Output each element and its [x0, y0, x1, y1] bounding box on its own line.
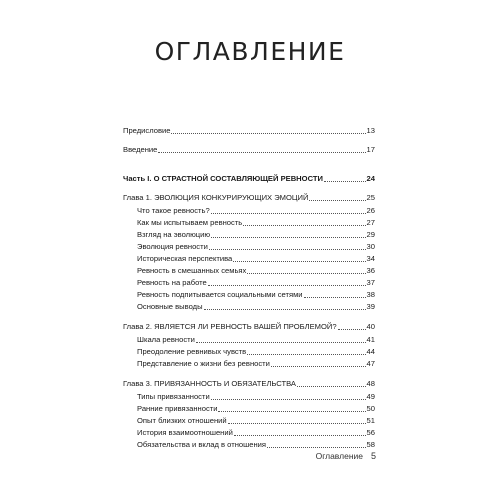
toc-entry-label: Опыт близких отношений [137, 416, 227, 425]
toc-entry-page: 50 [366, 404, 375, 413]
toc-entry-label: Глава 2. ЯВЛЯЕТСЯ ЛИ РЕВНОСТЬ ВАШЕЙ ПРОБЛЕМОЙ? [123, 322, 337, 331]
toc-part-1[interactable] [123, 170, 375, 183]
toc-entry-label: Ранние привязанности [137, 404, 218, 413]
toc-entry-page: 44 [366, 347, 375, 356]
toc-entry-page: 34 [366, 254, 375, 263]
toc-entry-label: История взаимоотношений [137, 428, 233, 437]
leader-dots [297, 386, 366, 387]
leader-dots [204, 309, 366, 310]
toc-chapter-1[interactable] [123, 189, 375, 202]
toc-entry-label: Введение [123, 145, 158, 154]
toc-entry-page: 49 [366, 392, 375, 401]
toc-entry-page: 13 [366, 126, 375, 135]
toc-entry-label: Часть I. О СТРАСТНОЙ СОСТАВЛЯЮЩЕЙ РЕВНОСТИ [123, 174, 323, 183]
toc-entry-label: Как мы испытываем ревность [137, 218, 243, 227]
toc-entry-label: Глава 1. ЭВОЛЮЦИЯ КОНКУРИРУЮЩИХ ЭМОЦИЙ [123, 193, 309, 202]
toc-entry-label: Глава 3. ПРИВЯЗАННОСТЬ И ОБЯЗАТЕЛЬСТВА [123, 379, 296, 388]
toc-entry-page: 38 [366, 290, 375, 299]
toc-entry-label: Ревность в смешанных семьях [137, 266, 247, 275]
toc-section[interactable] [137, 436, 375, 449]
toc-chapter-2[interactable] [123, 318, 375, 331]
toc-entry-page: 58 [366, 440, 375, 449]
toc-section[interactable] [137, 355, 375, 368]
leader-dots [324, 181, 366, 182]
leader-dots [267, 447, 366, 448]
toc-entry-label: Ревность подпитывается социальными сетями [137, 290, 303, 299]
toc-entry-page: 17 [366, 145, 375, 154]
toc-entry-page: 39 [366, 302, 375, 311]
leader-dots [338, 329, 366, 330]
toc-entry-page: 30 [366, 242, 375, 251]
toc-entry-page: 25 [366, 193, 375, 202]
toc-entry-page: 47 [366, 359, 375, 368]
toc-entry-label: Обязательства и вклад в отношения [137, 440, 266, 449]
toc-entry-label: Типы привязанности [137, 392, 210, 401]
toc-entry-label: Ревность на работе [137, 278, 207, 287]
toc-entry-label: Историческая перспектива [137, 254, 233, 263]
leader-dots [309, 200, 365, 201]
toc-entry-page: 29 [366, 230, 375, 239]
toc-chapter-3[interactable] [123, 375, 375, 388]
toc-entry-page: 41 [366, 335, 375, 344]
toc-entry-page: 27 [366, 218, 375, 227]
toc-entry-page: 48 [366, 379, 375, 388]
toc-section[interactable] [137, 298, 375, 311]
toc-entry-page: 26 [366, 206, 375, 215]
toc-entry-page: 37 [366, 278, 375, 287]
toc-entry-introduction[interactable] [123, 141, 375, 154]
page-footer [316, 451, 376, 461]
toc-entry-page: 51 [366, 416, 375, 425]
toc-entry-page: 36 [366, 266, 375, 275]
toc-entry-label: Шкала ревности [137, 335, 195, 344]
toc-entry-label: Преодоление ревнивых чувств [137, 347, 247, 356]
toc-entry-label: Предисловие [123, 126, 171, 135]
toc-entry-preface[interactable] [123, 122, 375, 135]
leader-dots [271, 366, 366, 367]
footer-section-name: Оглавление [315, 451, 363, 461]
footer-page-number: 5 [370, 451, 376, 461]
toc-entry-label: Взгляд на эволюцию [137, 230, 211, 239]
leader-dots [171, 133, 365, 134]
toc-entry-label: Что такое ревность? [137, 206, 210, 215]
toc-entry-page: 40 [366, 322, 375, 331]
toc-entry-label: Эволюция ревности [137, 242, 208, 251]
page-title: ОГЛАВЛЕНИЕ [154, 37, 346, 66]
toc-entry-page: 56 [366, 428, 375, 437]
leader-dots [158, 152, 365, 153]
toc-entry-page: 24 [366, 174, 375, 183]
toc-entry-label: Представление о жизни без ревности [137, 359, 270, 368]
toc-entry-label: Основные выводы [137, 302, 203, 311]
